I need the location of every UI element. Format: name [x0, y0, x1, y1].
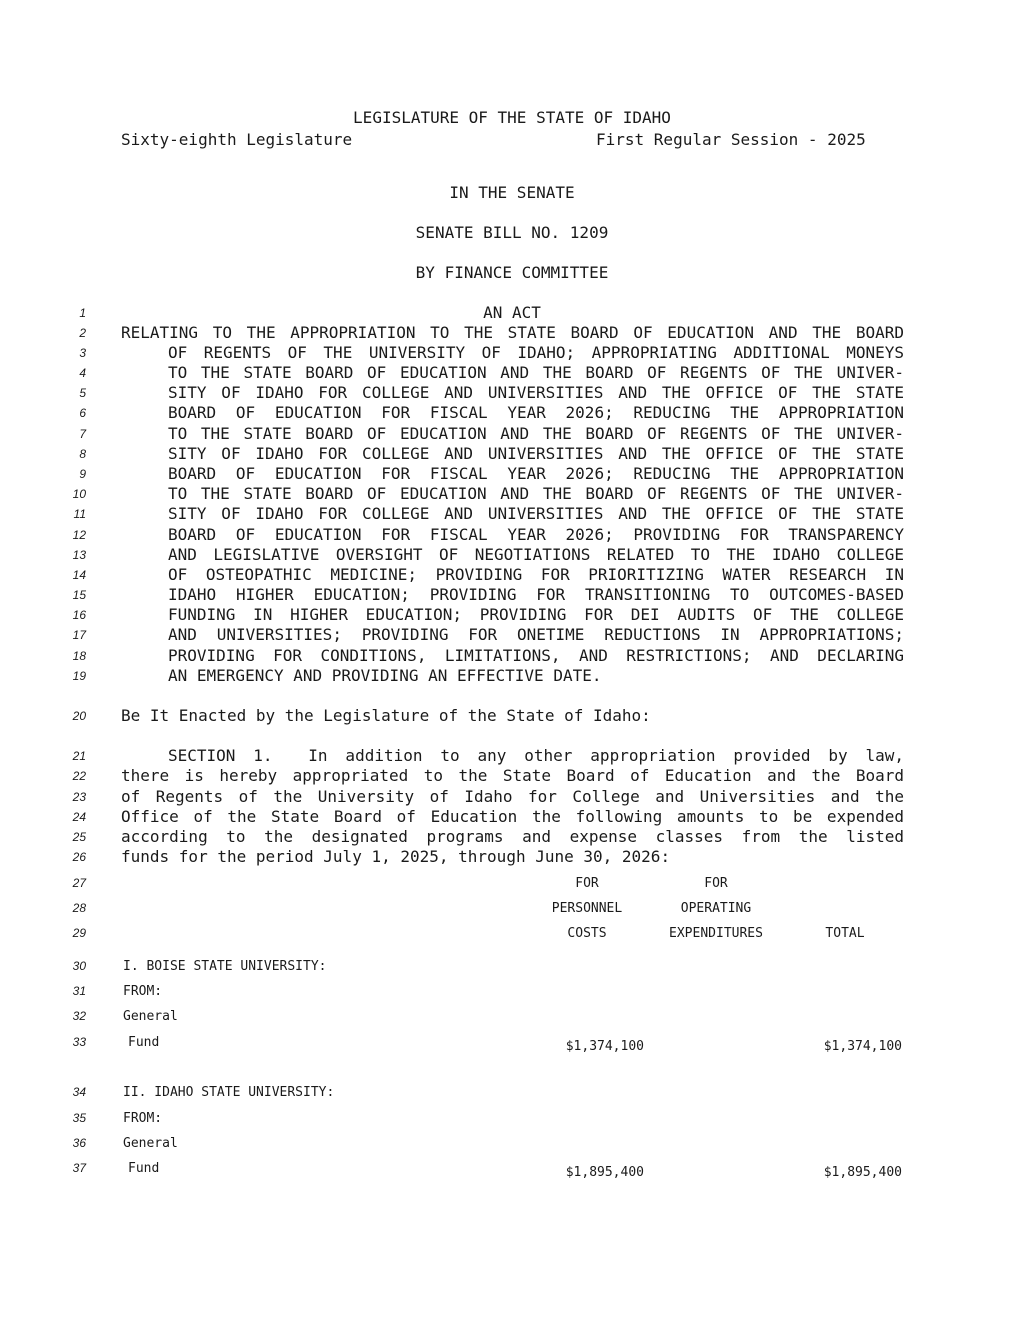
- line-number: 24: [72, 810, 86, 824]
- line-number: 27: [72, 876, 86, 890]
- line-number: 1: [79, 306, 86, 320]
- col-personnel-line1: FOR: [575, 876, 599, 891]
- col-total: TOTAL: [825, 926, 865, 941]
- title-line: SITY OF IDAHO FOR COLLEGE AND UNIVERSITIES AND THE OFFICE OF THE STATE: [168, 504, 904, 523]
- total-amount: $1,895,400: [823, 1165, 902, 1180]
- line-number: 35: [72, 1111, 86, 1125]
- section-title: I. BOISE STATE UNIVERSITY:: [123, 959, 327, 974]
- title-line: AN EMERGENCY AND PROVIDING AN EFFECTIVE DATE.: [168, 666, 602, 685]
- line-number: 7: [79, 427, 86, 441]
- title-line: BOARD OF EDUCATION FOR FISCAL YEAR 2026; REDUCING THE APPROPRIATION: [168, 403, 904, 422]
- personnel-amount: $1,895,400: [565, 1165, 644, 1180]
- personnel-amount: $1,374,100: [565, 1039, 644, 1054]
- line-number: 21: [72, 749, 86, 763]
- section-1-line: SECTION 1. In addition to any other appropriation provided by law,: [168, 746, 904, 765]
- legislature-number: Sixty-eighth Legislature: [121, 130, 353, 149]
- col-personnel-line2: PERSONNEL: [551, 901, 623, 916]
- line-number: 13: [72, 548, 86, 562]
- line-number: 19: [72, 669, 86, 683]
- fund-name: General: [123, 1009, 178, 1024]
- line-number: 36: [72, 1136, 86, 1150]
- col-personnel-line3: COSTS: [567, 926, 607, 941]
- from-label: FROM:: [123, 984, 163, 999]
- title-line: TO THE STATE BOARD OF EDUCATION AND THE BOARD OF REGENTS OF THE UNIVER-: [168, 363, 904, 382]
- line-number: 2: [79, 326, 86, 340]
- total-amount: $1,374,100: [823, 1039, 902, 1054]
- title-line: IDAHO HIGHER EDUCATION; PROVIDING FOR TRANSITIONING TO OUTCOMES-BASED: [168, 585, 904, 604]
- title-line: SITY OF IDAHO FOR COLLEGE AND UNIVERSITIES AND THE OFFICE OF THE STATE: [168, 444, 904, 463]
- col-operating-line3: EXPENDITURES: [669, 926, 763, 941]
- title-line: TO THE STATE BOARD OF EDUCATION AND THE BOARD OF REGENTS OF THE UNIVER-: [168, 484, 904, 503]
- line-number: 18: [72, 649, 86, 663]
- line-number: 20: [72, 709, 86, 723]
- line-number: 32: [72, 1009, 86, 1023]
- act-heading: AN ACT: [483, 303, 541, 322]
- title-line: TO THE STATE BOARD OF EDUCATION AND THE BOARD OF REGENTS OF THE UNIVER-: [168, 424, 904, 443]
- chamber-label: IN THE SENATE: [449, 183, 575, 202]
- col-operating-line1: FOR: [704, 876, 728, 891]
- sponsor-label: BY FINANCE COMMITTEE: [415, 263, 609, 282]
- session-label: First Regular Session - 2025: [596, 130, 866, 149]
- line-number: 8: [79, 447, 86, 461]
- line-number: 23: [72, 790, 86, 804]
- title-line: RELATING TO THE APPROPRIATION TO THE STATE BOARD OF EDUCATION AND THE BOARD: [121, 323, 904, 342]
- line-number: 16: [72, 608, 86, 622]
- line-number: 29: [72, 926, 86, 940]
- section-1-line: Office of the State Board of Education the following amounts to be expended: [121, 807, 904, 826]
- title-line: SITY OF IDAHO FOR COLLEGE AND UNIVERSITIES AND THE OFFICE OF THE STATE: [168, 383, 904, 402]
- fund-name: General: [123, 1136, 178, 1151]
- title-line: OF REGENTS OF THE UNIVERSITY OF IDAHO; APPROPRIATING ADDITIONAL MONEYS: [168, 343, 904, 362]
- line-number: 17: [72, 628, 86, 642]
- title-line: FUNDING IN HIGHER EDUCATION; PROVIDING FOR DEI AUDITS OF THE COLLEGE: [168, 605, 904, 624]
- section-1-line: funds for the period July 1, 2025, through June 30, 2026:: [121, 847, 671, 866]
- line-number: 22: [72, 769, 86, 783]
- line-number: 33: [72, 1035, 86, 1049]
- line-number: 4: [79, 366, 86, 380]
- line-number: 10: [72, 487, 86, 501]
- line-number: 31: [72, 984, 86, 998]
- line-number: 37: [72, 1161, 86, 1175]
- fund-name: Fund: [128, 1035, 160, 1050]
- section-1-line: there is hereby appropriated to the State Board of Education and the Board: [121, 766, 904, 785]
- title-line: BOARD OF EDUCATION FOR FISCAL YEAR 2026; REDUCING THE APPROPRIATION: [168, 464, 904, 483]
- legislature-title: LEGISLATURE OF THE STATE OF IDAHO: [353, 108, 671, 127]
- section-1-line: of Regents of the University of Idaho for College and Universities and the: [121, 787, 904, 806]
- title-line: PROVIDING FOR CONDITIONS, LIMITATIONS, AND RESTRICTIONS; AND DECLARING: [168, 646, 904, 665]
- line-number: 15: [72, 588, 86, 602]
- title-line: AND UNIVERSITIES; PROVIDING FOR ONETIME REDUCTIONS IN APPROPRIATIONS;: [168, 625, 904, 644]
- fund-name: Fund: [128, 1161, 160, 1176]
- section-1-line: according to the designated programs and expense classes from the listed: [121, 827, 904, 846]
- line-number: 9: [79, 467, 86, 481]
- line-number: 6: [79, 406, 86, 420]
- title-line: AND LEGISLATIVE OVERSIGHT OF NEGOTIATIONS RELATED TO THE IDAHO COLLEGE: [168, 545, 904, 564]
- line-number: 26: [72, 850, 86, 864]
- title-line: OF OSTEOPATHIC MEDICINE; PROVIDING FOR PRIORITIZING WATER RESEARCH IN: [168, 565, 904, 584]
- line-number: 3: [79, 346, 86, 360]
- line-number: 30: [72, 959, 86, 973]
- from-label: FROM:: [123, 1111, 163, 1126]
- section-title: II. IDAHO STATE UNIVERSITY:: [123, 1085, 335, 1100]
- line-number: 11: [73, 507, 86, 521]
- line-number: 14: [72, 568, 86, 582]
- col-operating-line2: OPERATING: [680, 901, 752, 916]
- line-number: 5: [79, 386, 86, 400]
- title-line: BOARD OF EDUCATION FOR FISCAL YEAR 2026; PROVIDING FOR TRANSPARENCY: [168, 525, 904, 544]
- line-number: 28: [72, 901, 86, 915]
- line-number: 34: [72, 1085, 86, 1099]
- enacting-clause: Be It Enacted by the Legislature of the State of Idaho:: [121, 706, 651, 725]
- line-number: 25: [72, 830, 86, 844]
- bill-number: SENATE BILL NO. 1209: [415, 223, 609, 242]
- line-number: 12: [72, 528, 86, 542]
